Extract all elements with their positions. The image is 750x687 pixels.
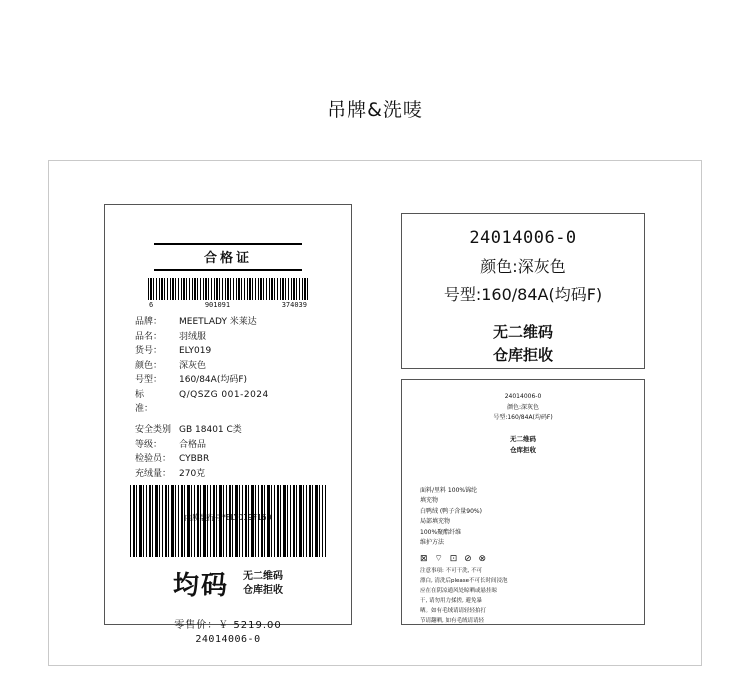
barcode-overlay-text: 内膜装行号*ELY019F160 bbox=[184, 513, 272, 523]
care-symbols-icon: ⊠ ⌔ ⊡ ⊘ ⊗ bbox=[420, 553, 489, 564]
size-label-size: 号型:160/84A(均码F) bbox=[443, 285, 603, 304]
ean-barcode-bars bbox=[148, 278, 308, 300]
care-note-0: 注意事项: 不可干洗, 不可 bbox=[420, 567, 483, 574]
care-note-2: 应在在阴凉通风处晾晒或悬挂晾 bbox=[420, 587, 498, 594]
field-label-standard: 标 bbox=[135, 389, 145, 400]
field-label-safety: 安全类别 bbox=[135, 425, 172, 436]
content-frame bbox=[48, 160, 702, 666]
ean-digit-1: 901091 bbox=[204, 301, 231, 309]
composition-line-2: 白鸭绒 (鸭子含量90%) bbox=[420, 507, 482, 515]
care-note-5: 节请翻晒, 如有毛绒请请轻 bbox=[420, 618, 484, 625]
certificate-title: 合格证 bbox=[154, 243, 302, 271]
ean-digit-2: 374039 bbox=[281, 301, 307, 309]
care-label-color: 颜色:深灰色 bbox=[506, 403, 540, 411]
care-label-warning bbox=[416, 434, 630, 456]
page-title: 吊牌&洗唛 bbox=[327, 99, 423, 121]
field-value-inspector: CYBBR bbox=[179, 454, 210, 465]
field-value-style: ELY019 bbox=[179, 346, 212, 357]
size-label-warning-line1: 无二维码 bbox=[492, 323, 553, 341]
ean-barcode bbox=[148, 278, 308, 309]
care-note-3: 干, 请勿用力揉搓, 避免暴 bbox=[420, 598, 482, 605]
size-label-sku: 24014006-0 bbox=[469, 228, 577, 248]
field-label-size: 号型： bbox=[135, 375, 163, 386]
retail-price: 零售价：￥ 5219.00 bbox=[174, 620, 282, 632]
field-label-product: 品名： bbox=[135, 331, 163, 342]
field-row-product bbox=[135, 330, 337, 345]
size-display: 均码 bbox=[172, 571, 229, 602]
ean-digit-0: 6 bbox=[149, 301, 154, 309]
field-row-size bbox=[135, 373, 337, 388]
field-value-grade: 合格品 bbox=[179, 439, 207, 450]
size-warning-row bbox=[119, 565, 337, 602]
field-row-standard bbox=[135, 388, 337, 403]
hangtag-card bbox=[104, 204, 352, 646]
hangtag-fields bbox=[119, 315, 337, 481]
care-label-card bbox=[401, 379, 645, 625]
field-value-color: 深灰色 bbox=[179, 360, 207, 371]
hangtag-warning bbox=[243, 570, 283, 597]
care-note-4: 晒。如有毛绒请请轻轻拍打 bbox=[420, 608, 487, 615]
care-label-notes bbox=[416, 566, 630, 627]
field-label-down-weight: 充绒量： bbox=[135, 468, 172, 479]
care-label-sku: 24014006-0 bbox=[504, 393, 542, 400]
field-label-color: 颜色： bbox=[135, 360, 163, 371]
field-value-standard: Q/QSZG 001-2024 bbox=[179, 389, 269, 400]
field-row-grade bbox=[135, 438, 337, 453]
care-label-composition bbox=[416, 486, 630, 549]
field-row-inspector bbox=[135, 452, 337, 467]
field-label-inspector: 检验员： bbox=[135, 454, 172, 465]
field-row-color bbox=[135, 359, 337, 374]
field-value-brand: MEETLADY 米莱达 bbox=[179, 317, 257, 327]
size-label-color: 颜色:深灰色 bbox=[480, 257, 566, 276]
field-label-style: 货号： bbox=[135, 346, 163, 357]
field-label-standard-cont: 准： bbox=[135, 404, 154, 415]
field-value-size: 160/84A(均码F) bbox=[179, 375, 248, 386]
size-label-warning-line2: 仓库拒收 bbox=[492, 345, 553, 364]
field-value-product: 羽绒服 bbox=[179, 331, 207, 342]
care-label-warning-line2: 仓库拒收 bbox=[510, 445, 536, 454]
field-label-grade: 等级： bbox=[135, 439, 163, 450]
care-label-warning-line1: 无二维码 bbox=[510, 434, 536, 443]
composition-line-0: 面料/里料 100%锦纶 bbox=[420, 486, 478, 494]
field-value-safety: GB 18401 C类 bbox=[179, 425, 242, 436]
field-row-standard-cont bbox=[135, 402, 337, 417]
field-row-brand bbox=[135, 315, 337, 330]
field-row-down-weight bbox=[135, 467, 337, 482]
composition-line-4: 100%聚酯纤维 bbox=[420, 528, 462, 536]
ean-barcode-digits bbox=[148, 301, 308, 309]
care-label-size: 号型:160/84A(均码F) bbox=[493, 414, 553, 421]
care-note-1: 漂白, 清洗后please不可长时间浸泡 bbox=[420, 577, 508, 584]
size-label-warning bbox=[412, 321, 634, 366]
size-label-card bbox=[401, 213, 645, 369]
field-row-safety bbox=[135, 423, 337, 438]
hangtag-warning-line2: 仓库拒收 bbox=[243, 584, 283, 596]
composition-line-5: 维护方法 bbox=[420, 539, 445, 547]
care-label-header bbox=[416, 392, 630, 424]
hangtag-warning-line1: 无二维码 bbox=[243, 571, 283, 583]
field-label-brand: 品牌： bbox=[135, 317, 163, 327]
composition-line-1: 填充物 bbox=[420, 497, 439, 505]
code128-barcode bbox=[130, 485, 326, 557]
field-row-style bbox=[135, 344, 337, 359]
composition-line-3: 局部填充物 bbox=[420, 518, 451, 526]
field-value-down-weight: 270克 bbox=[179, 468, 206, 479]
hangtag-sku: 24014006-0 bbox=[195, 634, 261, 646]
